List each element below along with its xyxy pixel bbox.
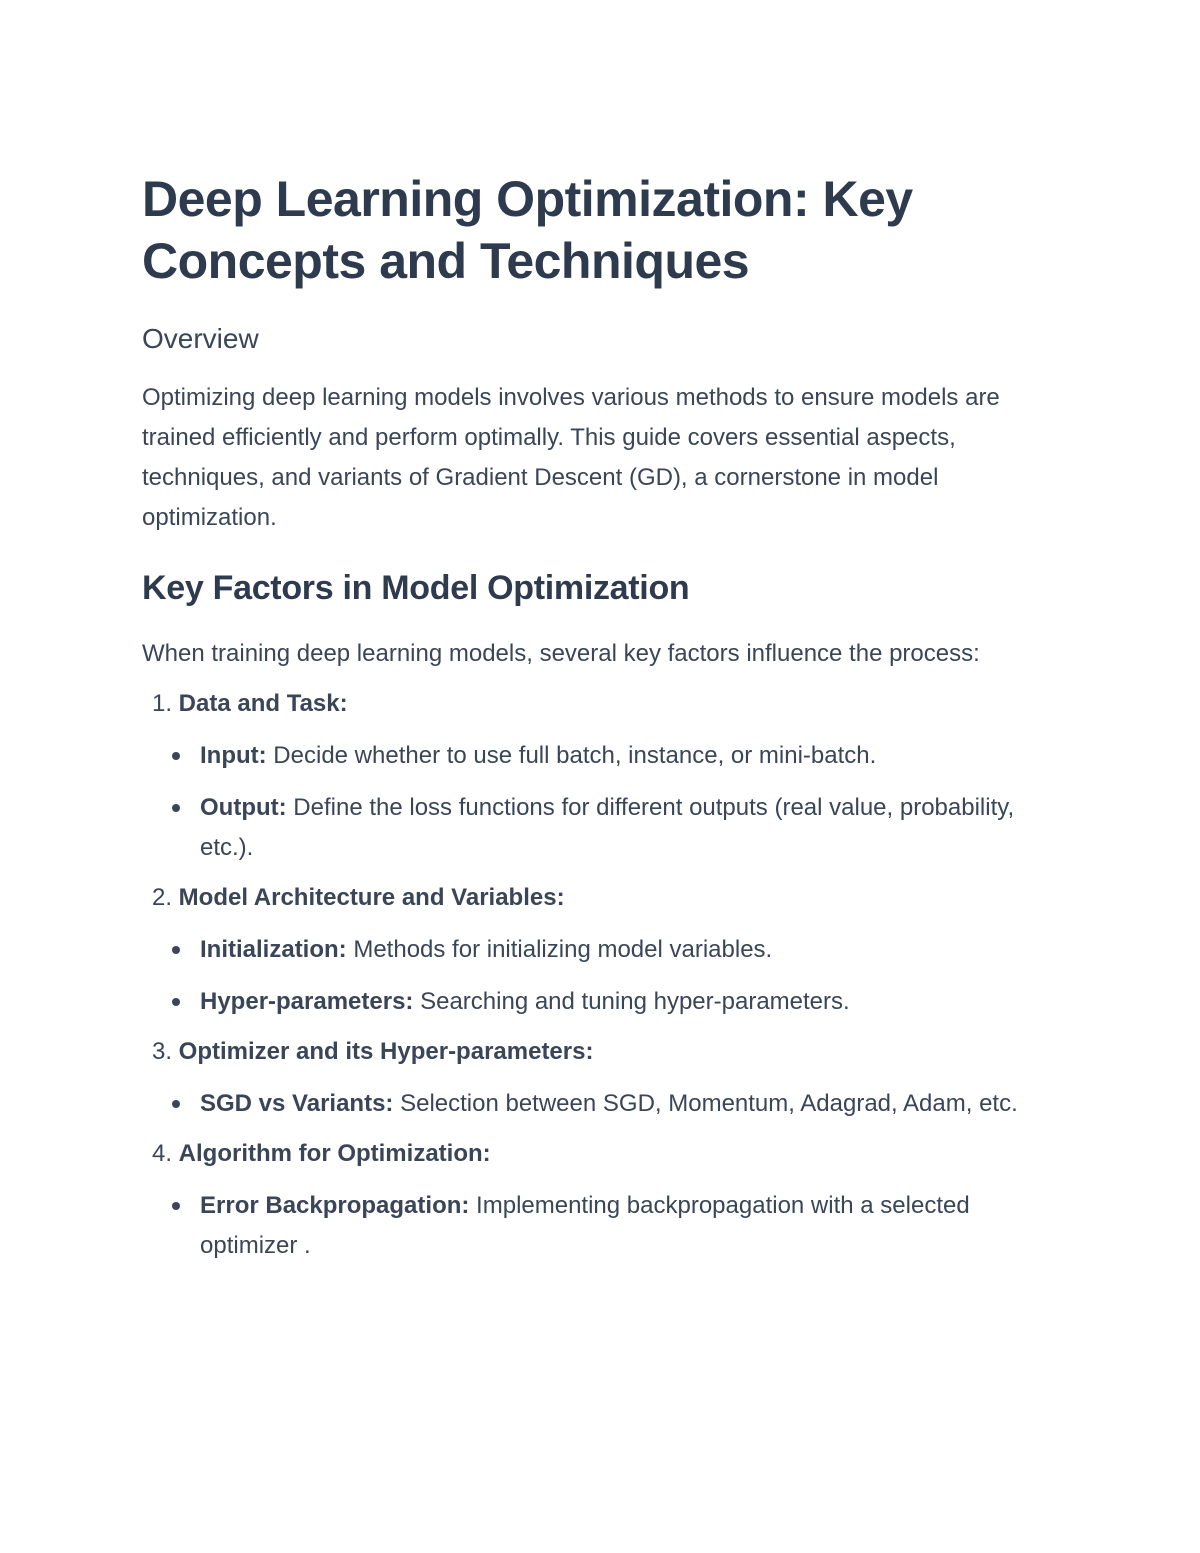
factor-heading <box>142 1134 1042 1174</box>
key-factors-intro: When training deep learning models, several key factors influence the process: <box>142 640 980 667</box>
bullet-icon <box>172 1202 180 1210</box>
key-factors-heading: Key Factors in Model Optimization <box>142 569 690 607</box>
sub-item-text: Selection between SGD, Momentum, Adagrad, Adam, etc. <box>393 1090 1018 1117</box>
bullet-icon <box>172 998 180 1006</box>
sub-item-text: Decide whether to use full batch, instance, or mini-batch. <box>266 742 877 769</box>
bullet-icon <box>172 804 180 812</box>
overview-heading: Overview <box>142 323 259 354</box>
factor-sublist <box>142 1084 1042 1124</box>
factor-sublist <box>142 930 1042 1022</box>
sub-item-term: Output: <box>200 794 287 821</box>
factor-number: 1. <box>151 690 172 717</box>
sub-item <box>142 788 1020 868</box>
factor-item <box>142 878 1042 1022</box>
factor-number: 4. <box>151 1140 172 1167</box>
sub-item-term: Initialization: <box>200 936 347 963</box>
factor-item <box>142 684 1042 868</box>
sub-item-text: Searching and tuning hyper-parameters. <box>413 988 850 1015</box>
sub-item <box>142 1084 1020 1124</box>
sub-item <box>142 930 1020 970</box>
sub-item-term: Error Backpropagation: <box>200 1192 470 1219</box>
factor-title: Data and Task: <box>178 690 348 717</box>
bullet-icon <box>172 752 180 760</box>
bullet-icon <box>172 946 180 954</box>
bullet-icon <box>172 1100 180 1108</box>
factor-heading <box>142 1032 1042 1072</box>
factor-title: Model Architecture and Variables: <box>178 884 565 911</box>
factor-heading <box>142 684 1042 724</box>
sub-item-text: Methods for initializing model variables. <box>346 936 773 963</box>
sub-item-term: Input: <box>200 742 267 769</box>
sub-item-text: Implementing backpropagation with a selected optimizer . <box>200 1192 970 1259</box>
factor-item <box>142 1134 1042 1266</box>
sub-item-text: Define the loss functions for different outputs (real value, probability, etc.). <box>200 794 1015 861</box>
key-factors-list <box>142 684 1042 1266</box>
factor-title: Optimizer and its Hyper-parameters: <box>178 1038 594 1065</box>
page-title: Deep Learning Optimization: Key Concepts and Techniques <box>142 171 913 289</box>
sub-item-term: Hyper-parameters: <box>200 988 414 1015</box>
factor-sublist <box>142 1186 1042 1266</box>
sub-item <box>142 736 1020 776</box>
document-page <box>142 168 1042 1266</box>
factor-title: Algorithm for Optimization: <box>178 1140 491 1167</box>
factor-item <box>142 1032 1042 1124</box>
factor-number: 2. <box>151 884 172 911</box>
sub-item-term: SGD vs Variants: <box>200 1090 394 1117</box>
factor-sublist <box>142 736 1042 868</box>
sub-item <box>142 982 1020 1022</box>
overview-paragraph: Optimizing deep learning models involves various methods to ensure models are trained efficiently and perform optimally. This guide covers essential aspects, techniques, and variants of Gradient Descent (GD), a cornerstone in model optimization. <box>142 384 1000 531</box>
factor-heading <box>142 878 1042 918</box>
sub-item <box>142 1186 1020 1266</box>
factor-number: 3. <box>151 1038 172 1065</box>
